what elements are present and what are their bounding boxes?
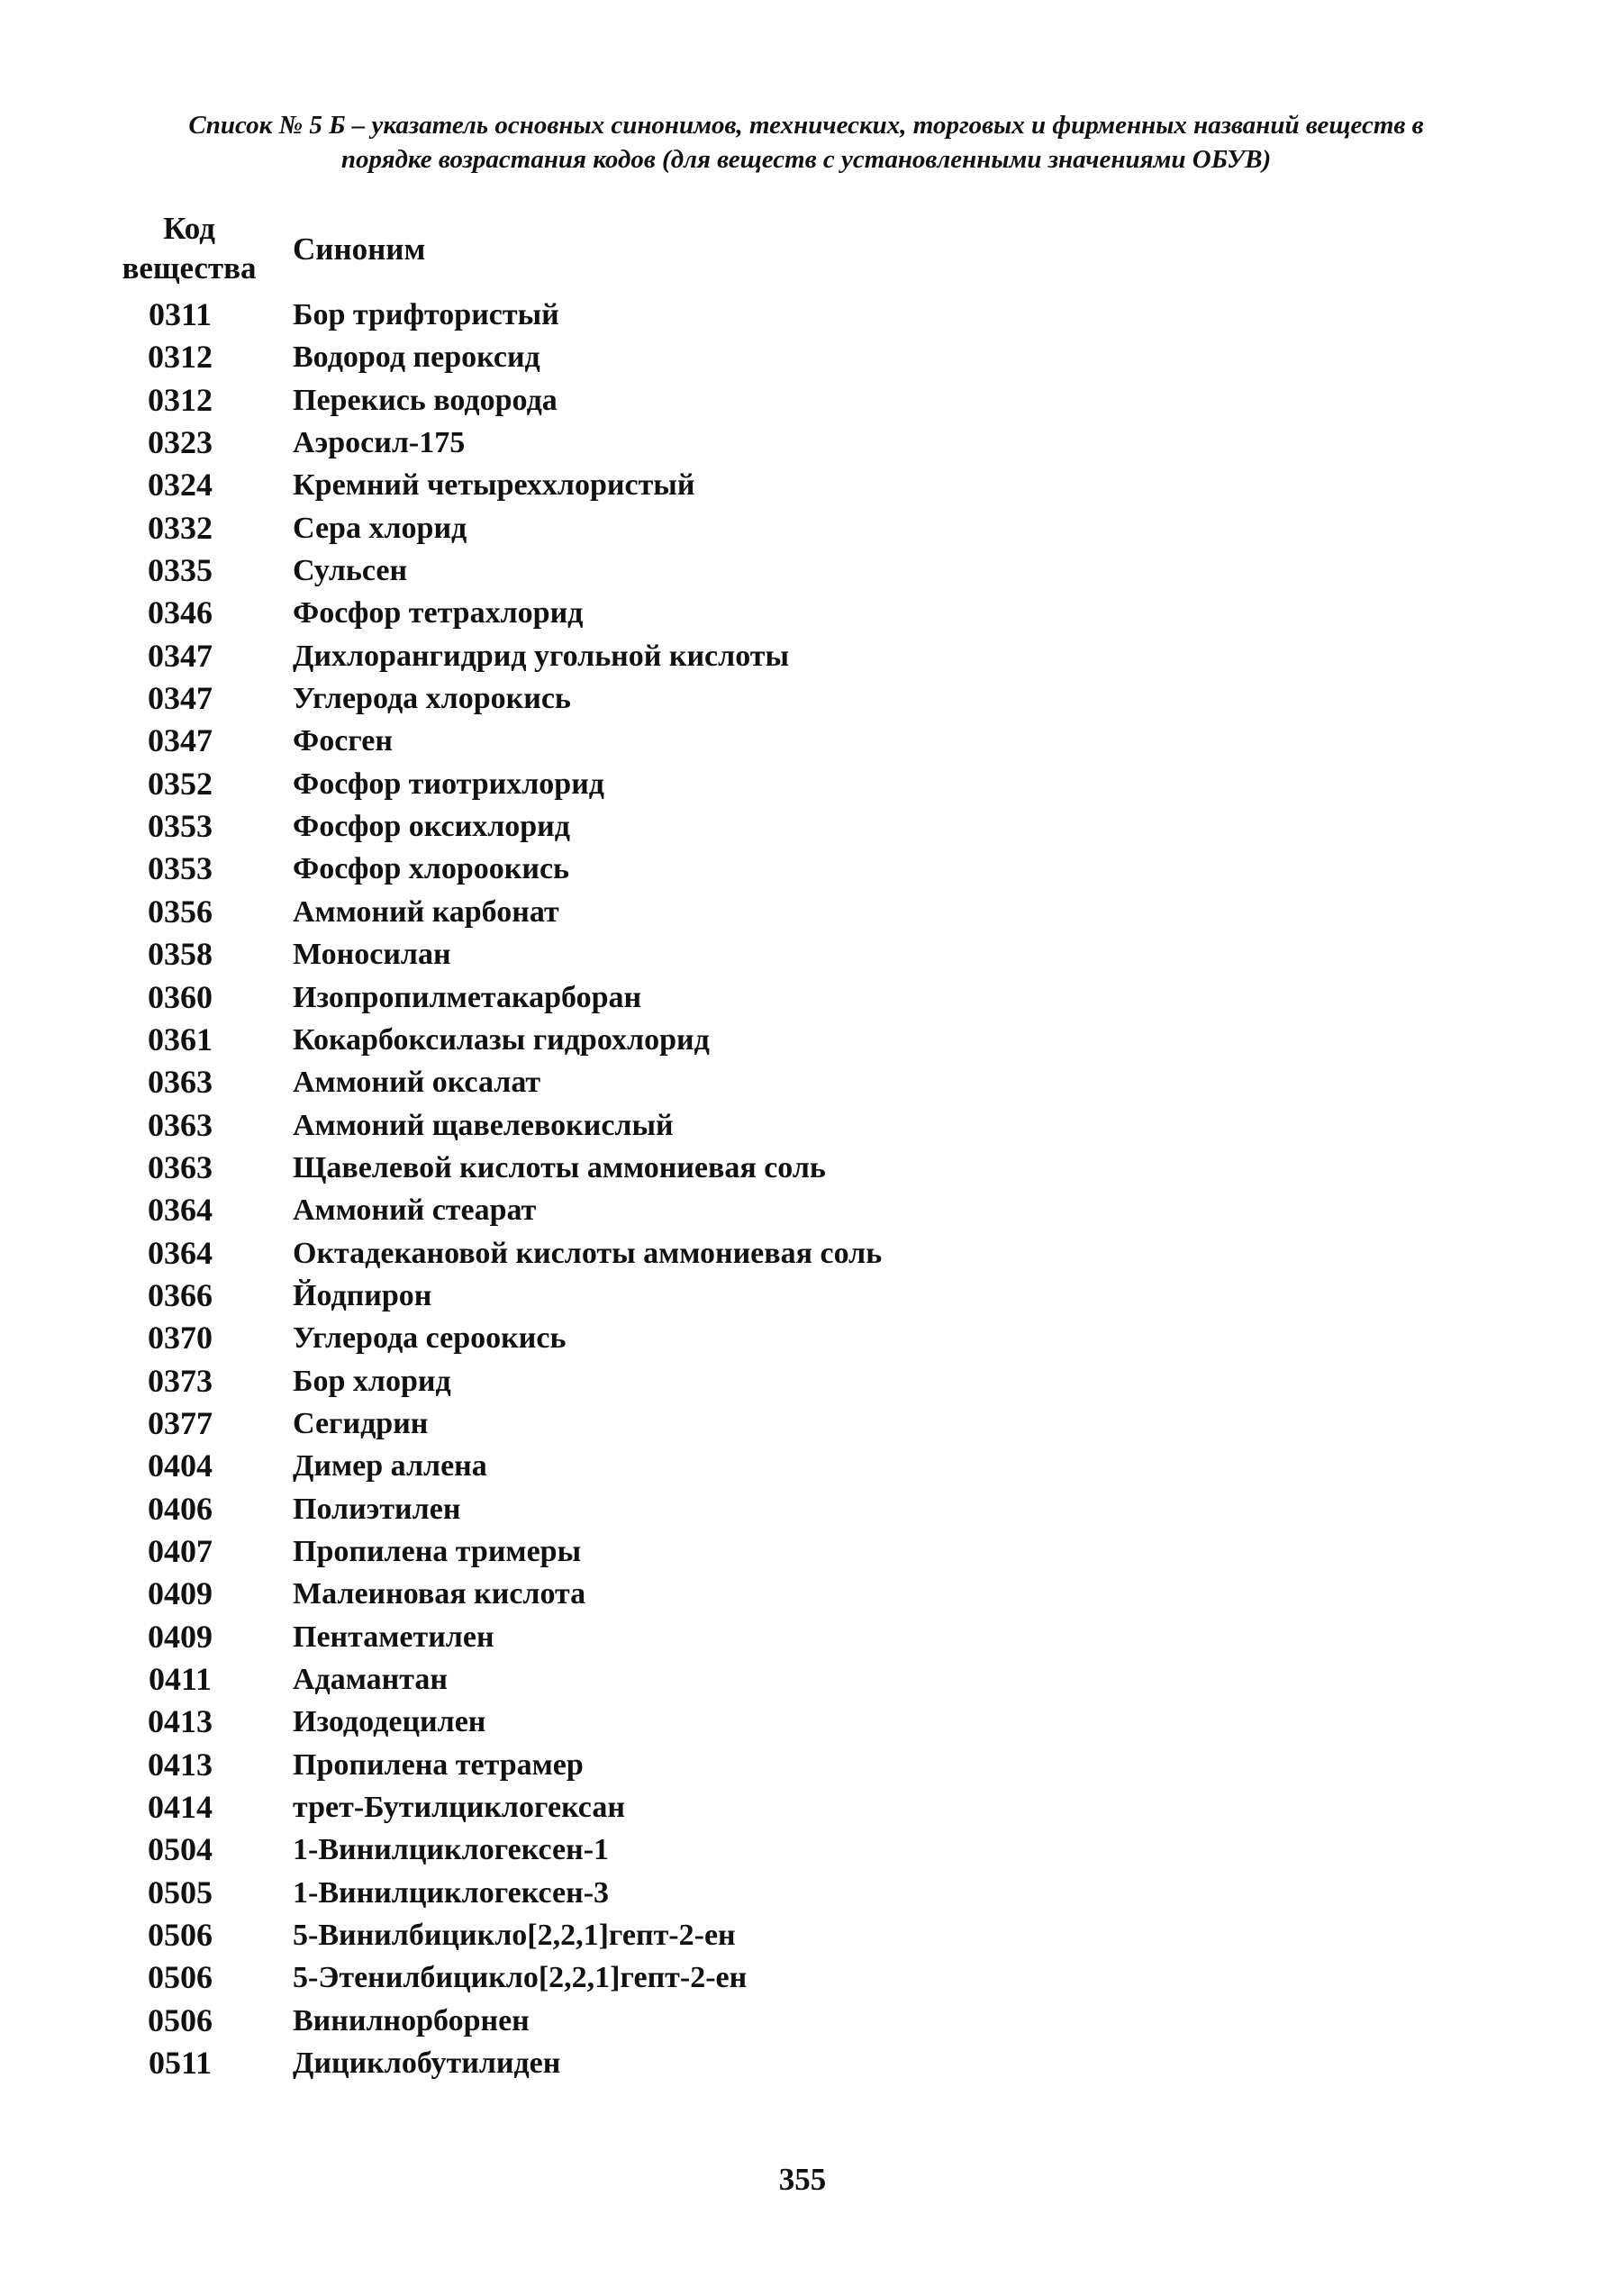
table-row	[0, 549, 1605, 592]
table-row	[0, 933, 1605, 976]
synonym-column-header: Синоним	[293, 231, 426, 267]
substance-code: 0406	[148, 1490, 213, 1527]
page-number: 355	[778, 2162, 827, 2197]
substance-code: 0347	[148, 722, 213, 759]
substance-code: 0366	[148, 1276, 213, 1313]
substance-synonym: 5-Этенилбицикло[2,2,1]гепт-2-ен	[293, 1961, 748, 1995]
table-row	[0, 805, 1605, 848]
substance-synonym: Кокарбоксилазы гидрохлорид	[293, 1022, 710, 1057]
substance-synonym: Аммоний щавелевокислый	[293, 1108, 674, 1142]
table-row	[0, 1530, 1605, 1573]
table-row	[0, 1232, 1605, 1275]
table-row	[0, 507, 1605, 549]
substance-synonym: Димер аллена	[293, 1449, 487, 1484]
substance-code: 0506	[148, 1959, 213, 1996]
substance-synonym: Аэросил-175	[293, 426, 466, 460]
substance-code: 0373	[148, 1362, 213, 1399]
substance-synonym: Фосфор тетрахлорид	[293, 596, 584, 631]
substance-synonym: трет-Бутилциклогексан	[293, 1791, 625, 1825]
substance-synonym: Бор хлорид	[293, 1364, 451, 1398]
substance-code: 0404	[148, 1447, 213, 1484]
substance-synonym: Полиэтилен	[293, 1492, 461, 1526]
substance-code: 0363	[148, 1064, 213, 1101]
substance-code: 0414	[148, 1789, 213, 1826]
substance-code: 0407	[148, 1532, 213, 1569]
table-row	[0, 1104, 1605, 1147]
table-row	[0, 379, 1605, 422]
substance-code: 0413	[148, 1746, 213, 1783]
substance-synonym: Аммоний карбонат	[293, 894, 559, 929]
table-row	[0, 1275, 1605, 1317]
page-title-line-1: Список № 5 Б – указатель основных синонимов, технических, торговых и фирменных названий веществ в	[188, 111, 1424, 140]
table-row	[0, 720, 1605, 762]
substance-synonym: Фосген	[293, 724, 393, 758]
substance-synonym: Октадекановой кислоты аммониевая соль	[293, 1236, 883, 1270]
substance-code: 0358	[148, 936, 213, 973]
substance-code: 0504	[148, 1831, 213, 1868]
substance-code: 0347	[148, 637, 213, 674]
substance-code: 0353	[148, 808, 213, 845]
table-row	[0, 976, 1605, 1019]
substance-synonym: Винилнорборнен	[293, 2003, 530, 2037]
table-row	[0, 1445, 1605, 1487]
code-column-header-line-2: вещества	[122, 250, 257, 286]
table-row	[0, 1488, 1605, 1530]
table-row	[0, 763, 1605, 805]
table-row	[0, 677, 1605, 720]
substance-code: 0413	[148, 1703, 213, 1740]
substance-code: 0332	[148, 509, 213, 546]
substance-synonym: Фосфор тиотрихлорид	[293, 767, 605, 801]
substance-code: 0364	[148, 1234, 213, 1271]
substance-synonym: Сегидрин	[293, 1406, 429, 1440]
substance-code: 0505	[148, 1874, 213, 1910]
page-title	[99, 108, 1513, 177]
substance-synonym: Пентаметилен	[293, 1620, 494, 1654]
substance-synonym: Углерода сероокись	[293, 1321, 567, 1356]
substance-synonym: Сера хлорид	[293, 511, 467, 545]
substance-synonym: Малеиновая кислота	[293, 1577, 586, 1611]
table-row	[0, 1189, 1605, 1231]
substance-code: 0506	[148, 2001, 213, 2038]
table-row	[0, 1402, 1605, 1445]
substance-code: 0311	[148, 296, 212, 332]
table-row	[0, 1019, 1605, 1061]
substance-code: 0506	[148, 1917, 213, 1954]
substance-synonym: Изопропилметакарборан	[293, 980, 642, 1014]
substance-synonym: Пропилена тетрамер	[293, 1747, 584, 1782]
substance-code: 0346	[148, 594, 213, 631]
substance-synonym: Йодпирон	[293, 1278, 432, 1312]
substance-code: 0312	[148, 381, 213, 418]
table-row	[0, 1786, 1605, 1829]
substance-code: 0409	[148, 1575, 213, 1612]
substance-code: 0353	[148, 850, 213, 887]
substance-synonym: Перекись водорода	[293, 383, 558, 417]
substance-synonym: Кремний четыреххлористый	[293, 468, 695, 503]
substance-synonym: Дициклобутилиден	[293, 2046, 561, 2081]
page-title-line-2: порядке возрастания кодов (для веществ с установленными значениями ОБУВ)	[340, 145, 1272, 174]
table-row	[0, 1829, 1605, 1871]
table-row	[0, 1914, 1605, 1956]
substance-synonym: 1-Винилциклогексен-3	[293, 1875, 610, 1910]
table-row	[0, 635, 1605, 677]
substance-code: 0347	[148, 680, 213, 717]
table-row	[0, 294, 1605, 336]
substance-code: 0323	[148, 424, 213, 461]
substance-code: 0356	[148, 893, 213, 930]
table-row	[0, 1147, 1605, 1189]
substance-synonym: Сульсен	[293, 554, 408, 588]
table-row	[0, 336, 1605, 378]
substance-synonym: Дихлорангидрид угольной кислоты	[293, 639, 790, 673]
table-row	[0, 1616, 1605, 1658]
table-header	[0, 209, 1605, 290]
substance-code: 0377	[148, 1404, 213, 1441]
table-row	[0, 891, 1605, 933]
table-row	[0, 1658, 1605, 1701]
substance-synonym: Изододецилен	[293, 1705, 486, 1739]
substance-synonym: 1-Винилциклогексен-1	[293, 1833, 610, 1867]
substance-synonym: Бор трифтористый	[293, 298, 559, 331]
substance-synonym: Адамантан	[293, 1663, 448, 1696]
substance-synonym: Пропилена тримеры	[293, 1534, 582, 1568]
substance-code: 0335	[148, 552, 213, 589]
substance-synonym: Аммоний оксалат	[293, 1066, 541, 1100]
substance-code: 0361	[148, 1021, 213, 1057]
substance-code: 0360	[148, 978, 213, 1015]
table-row	[0, 1872, 1605, 1914]
table-row	[0, 422, 1605, 464]
table-row	[0, 1061, 1605, 1103]
table-row	[0, 1360, 1605, 1402]
table-row	[0, 464, 1605, 506]
substance-synonym: Щавелевой кислоты аммониевая соль	[293, 1150, 826, 1184]
substance-synonym: Фосфор оксихлорид	[293, 810, 570, 844]
table-row	[0, 1956, 1605, 1999]
code-column-header-line-1: Код	[163, 211, 215, 246]
substance-code: 0312	[148, 339, 213, 376]
synonym-list	[0, 294, 1605, 2084]
substance-synonym: Углерода хлорокись	[293, 682, 571, 716]
substance-code: 0363	[148, 1148, 213, 1185]
table-row	[0, 848, 1605, 890]
substance-code: 0511	[148, 2045, 212, 2082]
substance-code: 0324	[148, 467, 213, 504]
table-row	[0, 1573, 1605, 1615]
substance-code: 0411	[148, 1661, 212, 1697]
substance-code: 0370	[148, 1320, 213, 1357]
substance-synonym: Фосфор хлороокись	[293, 852, 570, 886]
code-column-header	[99, 209, 279, 288]
table-row	[0, 1701, 1605, 1743]
substance-code: 0364	[148, 1192, 213, 1229]
substance-synonym: 5-Винилбицикло[2,2,1]гепт-2-ен	[293, 1919, 736, 1953]
table-row	[0, 592, 1605, 634]
table-row	[0, 1744, 1605, 1786]
substance-code: 0409	[148, 1618, 213, 1655]
table-row	[0, 2000, 1605, 2042]
substance-synonym: Водород пероксид	[293, 340, 540, 375]
substance-synonym: Аммоний стеарат	[293, 1193, 537, 1228]
table-row	[0, 2042, 1605, 2084]
substance-code: 0363	[148, 1106, 213, 1143]
substance-code: 0352	[148, 765, 213, 802]
table-row	[0, 1317, 1605, 1359]
substance-synonym: Моносилан	[293, 938, 451, 972]
